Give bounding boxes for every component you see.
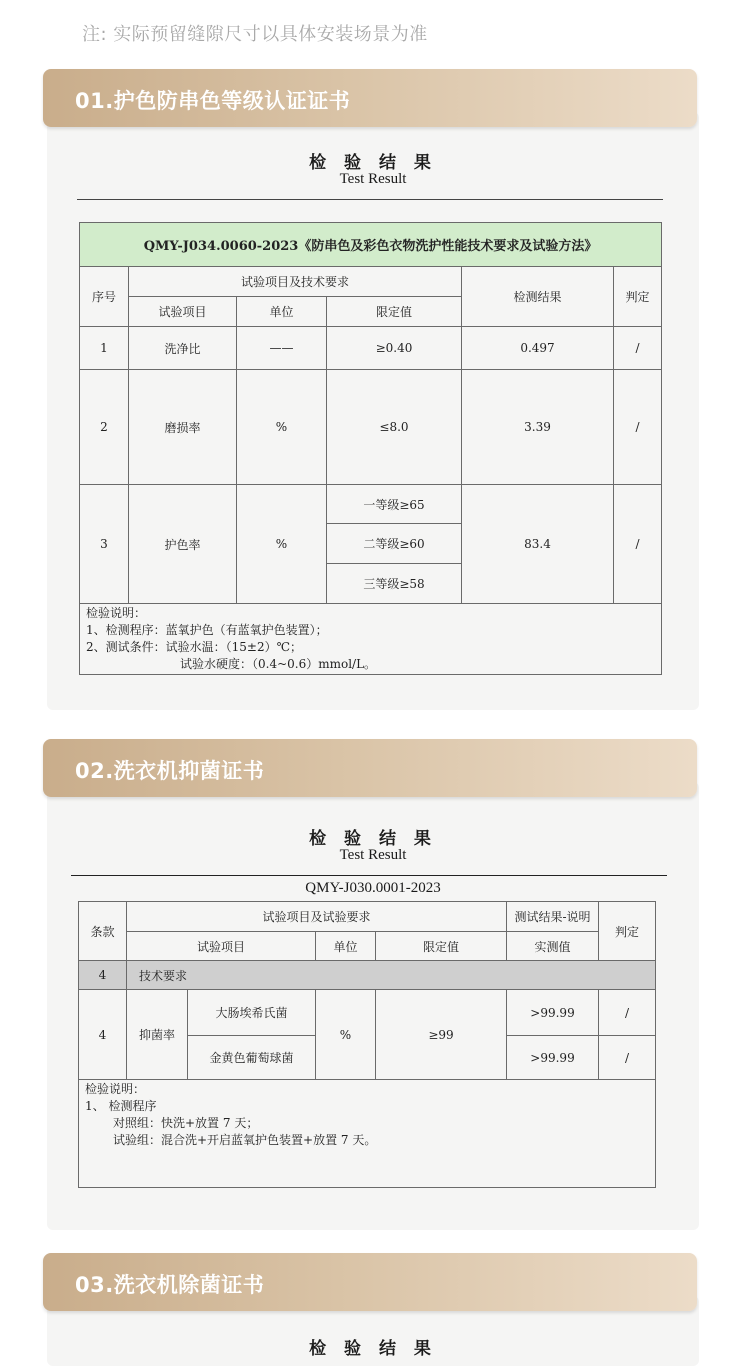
row-unit: % (237, 485, 327, 604)
cert2-standard: QMY-J030.0001-2023 (305, 880, 441, 896)
header-unit: 单位 (316, 932, 376, 961)
row-item: 磨损率 (129, 370, 237, 485)
installation-note: 注: 实际预留缝隙尺寸以具体安装场景为准 (82, 24, 428, 45)
row-limit: ≤8.0 (327, 370, 462, 485)
notes-line: 2、测试条件：试验水温：（15±2）℃； (86, 640, 303, 654)
table-row (80, 485, 662, 524)
row-seq: 1 (80, 327, 129, 370)
notes-line: 对照组：快洗+放置 7 天； (113, 1116, 259, 1130)
row-judge: / (614, 327, 662, 370)
header-item: 试验项目 (129, 297, 237, 327)
row-result: 0.497 (462, 327, 614, 370)
notes-heading: 检验说明： (85, 1082, 146, 1096)
row-result: 3.39 (462, 370, 614, 485)
notes-line: 试验组：混合洗+开启蓝氧护色装置+放置 7 天。 (113, 1133, 377, 1147)
header-item: 试验项目 (127, 932, 316, 961)
table-row (79, 990, 656, 1036)
tech-clause: 4 (79, 961, 127, 990)
row-limit-grade-1: 一等级≥65 (327, 485, 462, 524)
section-header-1 (43, 69, 697, 127)
header-result: 检测结果 (462, 267, 614, 327)
row-seq: 3 (80, 485, 129, 604)
row-sub-value: >99.99 (507, 1036, 599, 1080)
section-header-2 (43, 739, 697, 797)
row-sub-judge: / (599, 990, 656, 1036)
header-judge: 判定 (599, 902, 656, 961)
row-unit: % (237, 370, 327, 485)
row-result: 83.4 (462, 485, 614, 604)
cert2-notes-cell (79, 1080, 656, 1188)
result-title-cn: 检 验 结 果 (309, 153, 437, 173)
notes-line: 试验水硬度：（0.4~0.6）mmol/L。 (180, 657, 377, 671)
row-limit: ≥0.40 (327, 327, 462, 370)
table-row (80, 370, 662, 485)
row-item: 抑菌率 (127, 990, 188, 1080)
row-sub-name: 大肠埃希氏菌 (188, 990, 316, 1036)
row-sub-value: >99.99 (507, 990, 599, 1036)
table-row (79, 961, 656, 990)
cert2-table (78, 901, 656, 1188)
row-judge: / (614, 370, 662, 485)
header-measured: 实测值 (507, 932, 599, 961)
header-limit: 限定值 (376, 932, 507, 961)
title-divider (77, 199, 663, 200)
cert1-table (79, 222, 662, 675)
table-row (80, 327, 662, 370)
header-limit: 限定值 (327, 297, 462, 327)
row-limit: ≥99 (376, 990, 507, 1080)
section-header-3 (43, 1253, 697, 1311)
result-title-cn: 检 验 结 果 (309, 1339, 437, 1359)
row-sub-judge: / (599, 1036, 656, 1080)
result-title-en: Test Result (339, 847, 407, 863)
row-sub-name: 金黄色葡萄球菌 (188, 1036, 316, 1080)
header-group: 试验项目及技术要求 (129, 267, 462, 297)
notes-line: 1、检测程序：蓝氧护色（有蓝氧护色装置）； (86, 623, 328, 637)
header-result-group: 测试结果-说明 (507, 902, 599, 932)
certificate-card-1 (47, 112, 699, 710)
cert1-notes-cell (80, 604, 662, 675)
header-judge: 判定 (614, 267, 662, 327)
row-judge: / (614, 485, 662, 604)
result-title-cn: 检 验 结 果 (309, 829, 437, 849)
row-unit: —— (237, 327, 327, 370)
row-unit: % (316, 990, 376, 1080)
header-seq: 序号 (80, 267, 129, 327)
header-group: 试验项目及试验要求 (127, 902, 507, 932)
result-title-en: Test Result (339, 171, 407, 187)
header-clause: 条款 (79, 902, 127, 961)
row-limit-grade-2: 二等级≥60 (327, 524, 462, 564)
notes-line: 1、 检测程序 (85, 1099, 157, 1113)
title-divider (71, 875, 667, 876)
row-item: 洗净比 (129, 327, 237, 370)
tech-label: 技术要求 (127, 961, 656, 990)
header-unit: 单位 (237, 297, 327, 327)
certificate-card-2 (47, 782, 699, 1230)
section-title: 01.护色防串色等级认证证书 (75, 89, 351, 113)
row-item: 护色率 (129, 485, 237, 604)
section-title: 03.洗衣机除菌证书 (75, 1273, 265, 1297)
row-limit-grade-3: 三等级≥58 (327, 564, 462, 604)
section-title: 02.洗衣机抑菌证书 (75, 759, 265, 783)
notes-heading: 检验说明： (86, 606, 147, 620)
cert1-standard: QMY-J034.0060-2023《防串色及彩色衣物洗护性能技术要求及试验方法》 (80, 223, 662, 267)
row-clause: 4 (79, 990, 127, 1080)
row-seq: 2 (80, 370, 129, 485)
